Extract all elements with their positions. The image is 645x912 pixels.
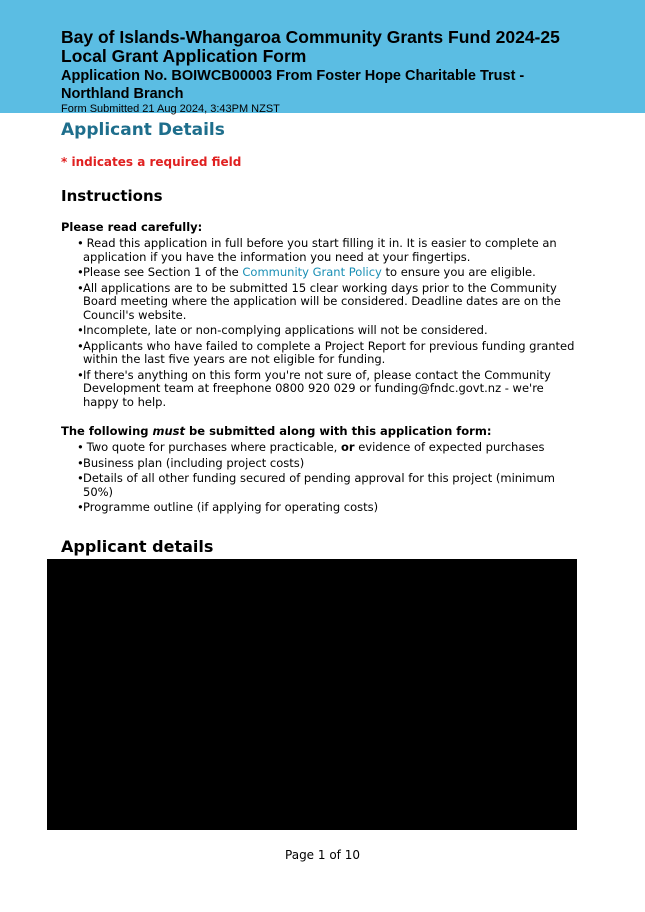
required-field-note: * indicates a required field (61, 155, 242, 169)
please-read-label: Please read carefully: (61, 220, 203, 234)
list-item: • Incomplete, late or non-complying applications will not be considered. (77, 323, 488, 337)
redacted-block (47, 559, 577, 830)
form-title-line2: Local Grant Application Form (61, 46, 307, 66)
community-grant-policy-link[interactable]: Community Grant Policy (242, 265, 382, 279)
bullet-icon: • (77, 471, 84, 485)
list-item: • Details of all other funding secured of pending approval for this project (minimum 50%) (77, 471, 555, 499)
bullet-icon: • (77, 280, 84, 295)
list-item: • If there's anything on this form you're not sure of, please contact the Community Development team at freephone 0800 920 029 or funding@fndc.govt.nz - we're happy to help. (77, 367, 551, 409)
list-item: • All applications are to be submitted 15 clear working days prior to the Community Board meeting where the application will be considered. Deadline dates are on the Council's website. (77, 280, 561, 322)
bullet-icon: • (77, 338, 84, 353)
required-documents-list (61, 441, 581, 515)
bullet-icon: • (77, 265, 84, 279)
page-number: Page 1 of 10 (285, 848, 360, 862)
list-item: • Programme outline (if applying for operating costs) (77, 500, 379, 514)
document-header (0, 0, 645, 113)
bullet-icon: • (77, 440, 84, 454)
section-title: Applicant Details (61, 120, 225, 140)
list-item: • Two quote for purchases where practicable, or evidence of expected purchases (77, 440, 545, 454)
applicant-details-heading: Applicant details (61, 536, 214, 556)
bullet-icon: • (77, 323, 84, 337)
application-number-line1: Application No. BOIWCB00003 From Foster Hope Charitable Trust - (61, 68, 525, 84)
list-item: • Business plan (including project costs) (77, 455, 305, 470)
application-number-line2: Northland Branch (61, 86, 184, 102)
must-submit-label: The following must be submitted along with this application form: (61, 424, 492, 438)
list-item: • Please see Section 1 of the Community Grant Policy to ensure you are eligible. (77, 265, 536, 279)
list-item: • Applicants who have failed to complete a Project Report for previous funding granted within the last five years are not eligible for funding. (77, 338, 575, 366)
instructions-list (61, 237, 581, 409)
page-content (61, 118, 581, 599)
bullet-icon: • (77, 367, 84, 382)
bullet-icon: • (77, 500, 84, 514)
submission-date: Form Submitted 21 Aug 2024, 3:43PM NZST (61, 103, 280, 115)
bullet-icon: • (77, 236, 84, 250)
list-item: • Read this application in full before you start filling it in. It is easier to complete an application if you have the information you need at your fingertips. (77, 236, 557, 264)
bullet-icon: • (77, 455, 84, 470)
instructions-heading: Instructions (61, 187, 163, 205)
form-title-line1: Bay of Islands-Whangaroa Community Grants Fund 2024-25 (61, 27, 560, 47)
